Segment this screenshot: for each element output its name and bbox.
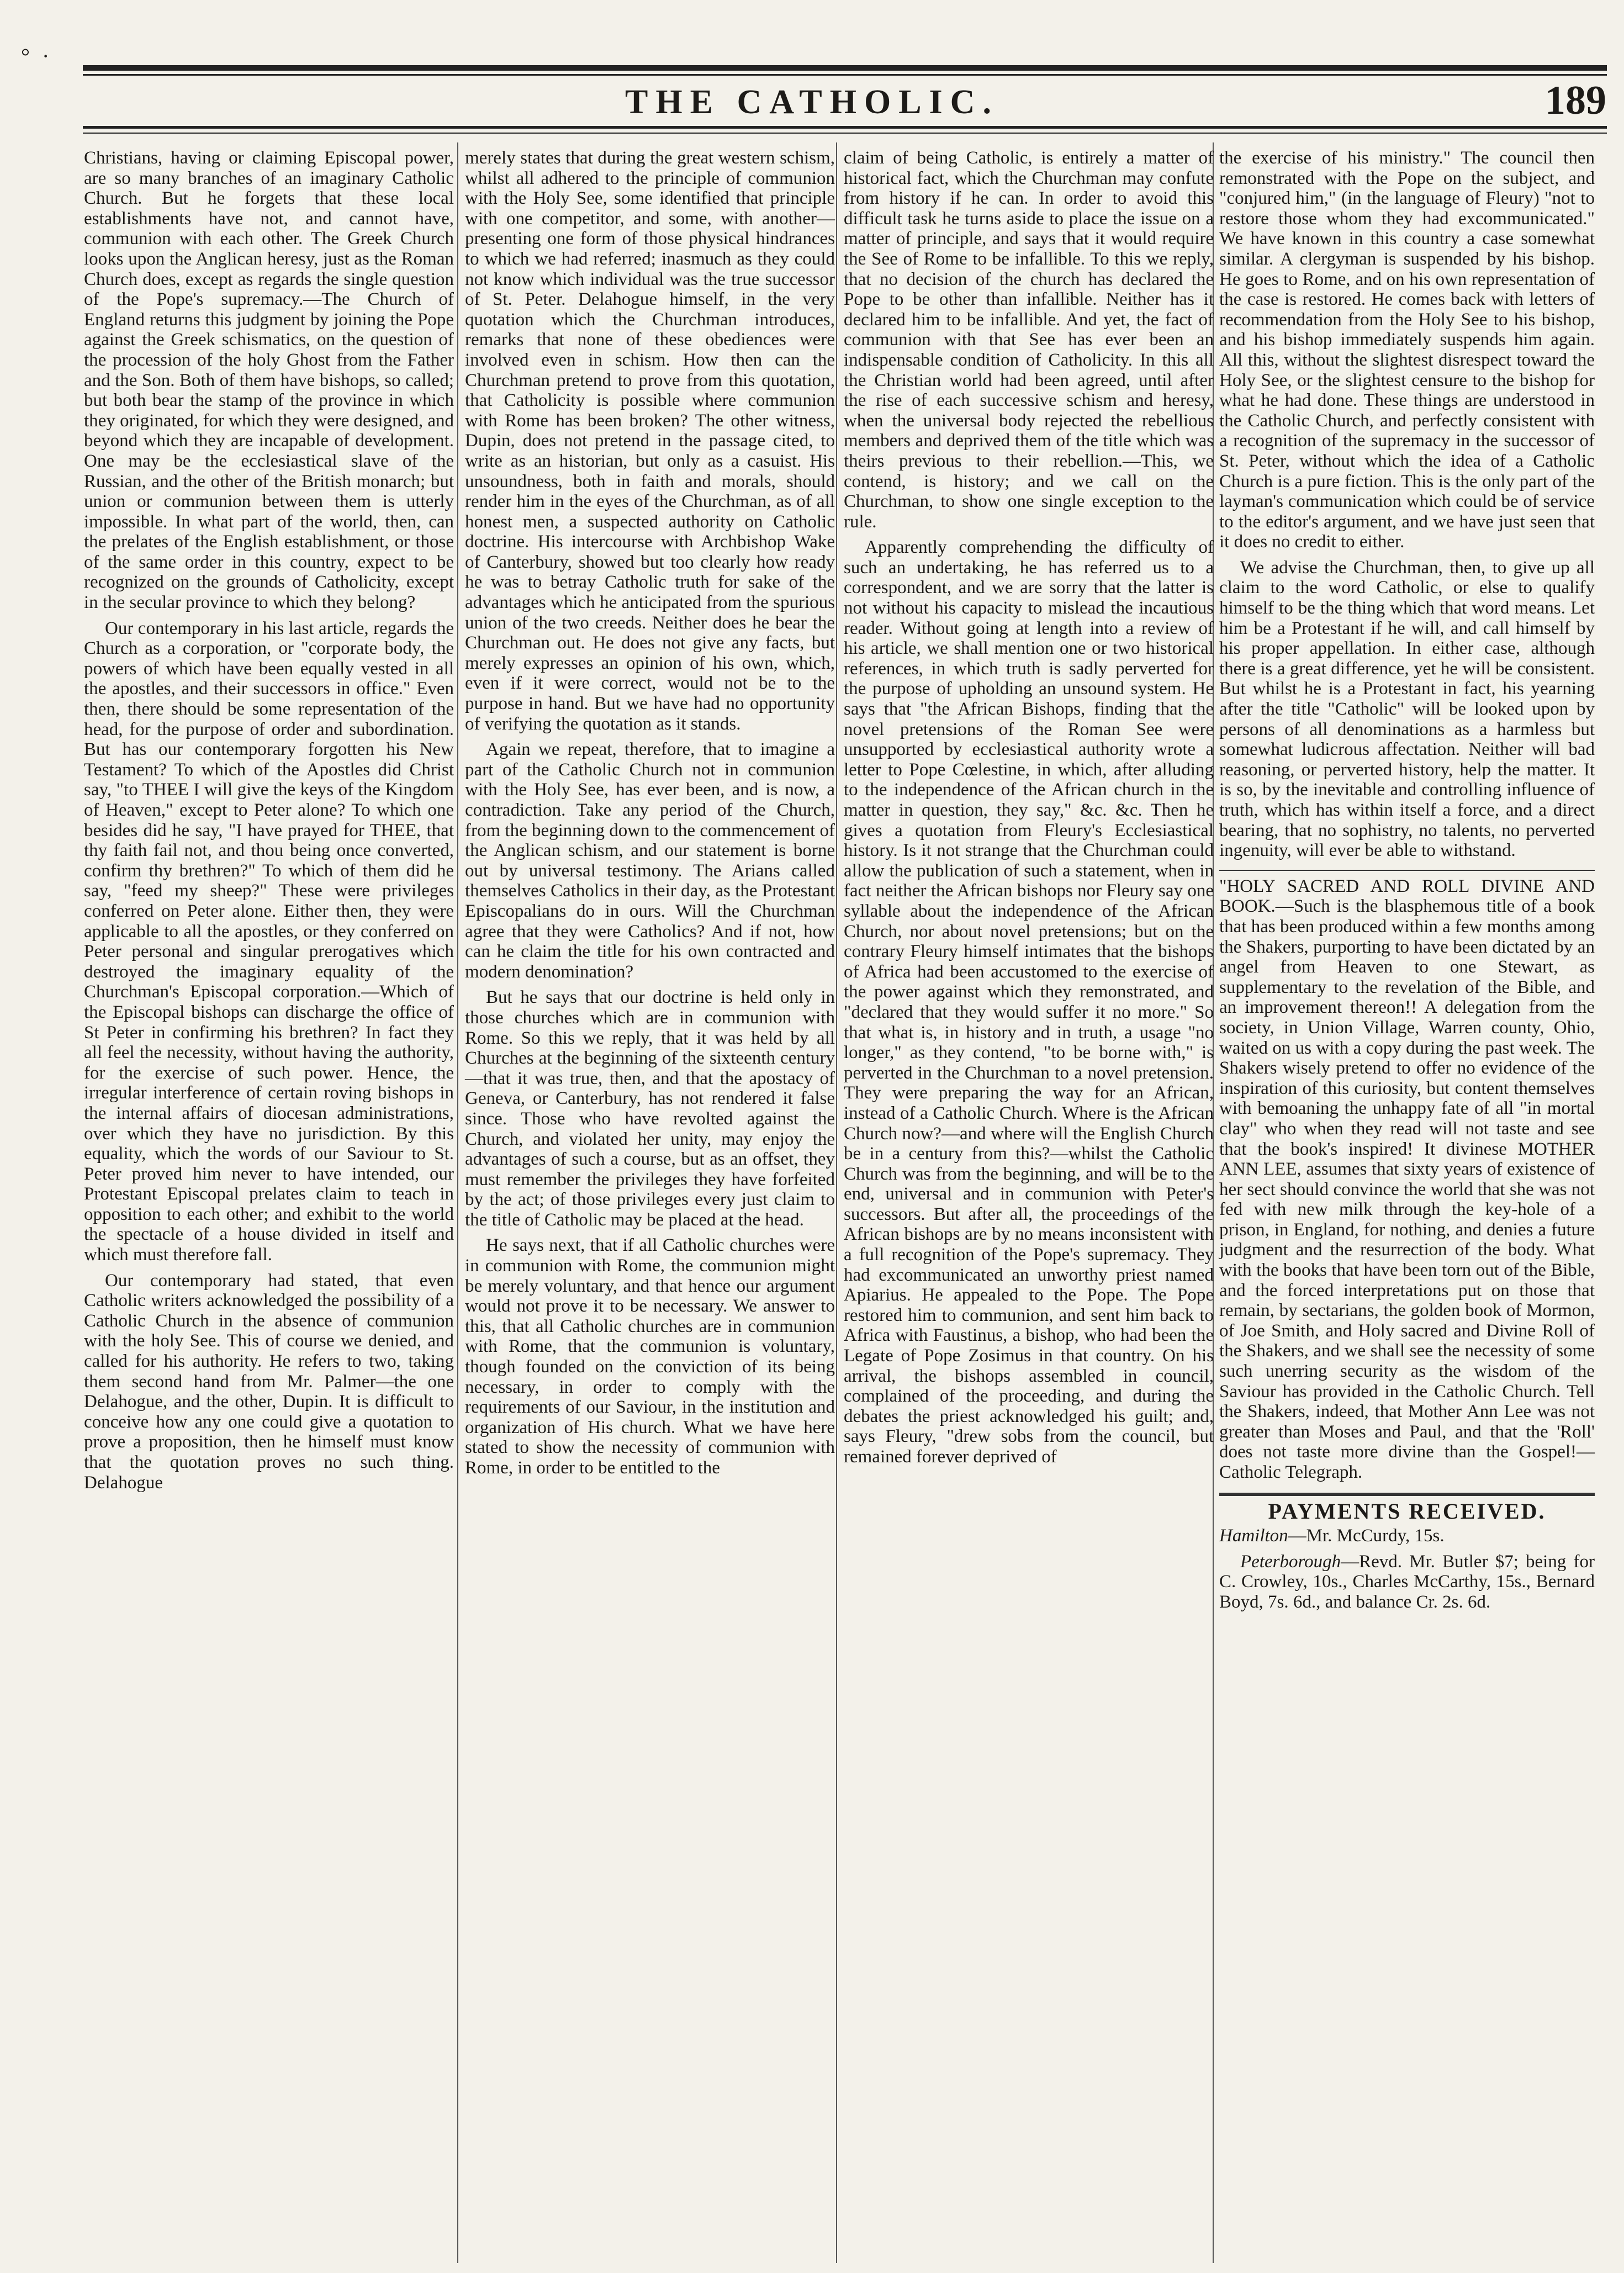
payment-text: —Revd. Mr. Butler $7; being for C. Crowley, 10s., Charles McCarthy, 15s., Bernard Boyd, 7s. 6d., and balance Cr. 2s. 6d. [1219, 1551, 1595, 1612]
paragraph: He says next, that if all Catholic churches were in communion with Rome, the communion might be merely voluntary, and that hence our argument would not prove it to be necessary. We answer to this, that all Catholic churches are in communion with Rome, that the communion is voluntary, though founded on the conviction of its being necessary, in order to comply with the requirements of our Saviour, in the institution and organization of His church. What we have here stated to show the necessity of communion with Rome, in order to be entitled to the [465, 1235, 835, 1478]
column-2 [465, 148, 835, 1478]
paragraph: Our contemporary had stated, that even Catholic writers acknowledged the possibility of a Catholic Church in the absence of communion with the holy See. This of course we denied, and called for his authority. He refers to two, taking them second hand from Mr. Palmer—the one Delahogue, and the other, Dupin. It is difficult to conceive how any one could give a quotation to prove a proposition, then he himself must know that the quotation proves no such thing. Delahogue [84, 1270, 454, 1493]
paragraph: Apparently comprehending the difficulty of such an undertaking, he has referred us to a correspondent, and we are sorry that the latter is not without his capacity to mislead the incautious reader. Without going at length into a review of his article, we shall mention one or two historical references, in which truth is sadly perverted for the purpose of upholding an unsound system. He says that "the African Bishops, finding that the novel pretensions of the Roman See were unsupported by ecclesiastical authority wrote a letter to Pope Cœlestine, in which, after alluding to the independence of the African church in the matter in question, they say," &c. &c. Then he gives a quotation from Fleury's Ecclesiastical history. Is it not strange that the Churchman could allow the publication of such a statement, when in fact neither the African bishops nor Fleury say one syllable about the independence of the African Church, nor about novel pretensions; but on the contrary Fleury himself intimates that the bishops of Africa had been accustomed to the exercise of the power against which they remonstrated, and "declared that they would suffer it no more." So that what is, in history and in truth, a usage "no longer," as they contend, "to be borne with," is perverted in the Churchman to a novel pretension. They were preparing the way for an African, instead of a Catholic Church. Where is the African Church now?—and where will the English Church be in a century from this?—whilst the Catholic Church was from the beginning, and will be to the end, universal and in communion with Peter's successors. But after all, the proceedings of the African bishops are by no means inconsistent with a full recognition of the Pope's supremacy. They had excommunicated an unworthy priest named Apiarius. He appealed to the Pope. The Pope restored him to communion, and sent him back to Africa with Faustinus, a bishop, who had been the Legate of Pope Zosimus in that country. On his arrival, the bishops assembled in council, complained of the proceeding, and during the debates the priest acknowledged his guilt; and, says Fleury, "drew sobs from the council, but remained forever deprived of [844, 537, 1214, 1467]
payment-place: Peterborough [1240, 1551, 1341, 1572]
paragraph: Christians, having or claiming Episcopal power, are so many branches of an imaginary Catholic Church. But he forgets that these local establishments have not, and cannot have, communion with each other. The Greek Church looks upon the Anglican heresy, just as the Roman Church does, except as regards the single question of the Pope's supremacy.—The Church of England returns this judgment by joining the Pope against the Greek schismatics, on the question of the procession of the holy Ghost from the Father and the Son. Both of them have bishops, so called; but both bear the stamp of the province in which they originated, for which they were designed, and beyond which they are incapable of development. One may be the ecclesiastical slave of the Russian, and the other of the British monarch; but union or communion between them is utterly impossible. In what part of the world, then, can the prelates of the English establishment, or those of the same order in this country, expect to be recognized on the grounds of Catholicity, except in the secular province to which they belong? [84, 148, 454, 613]
paragraph: merely states that during the great western schism, whilst all adhered to the principle of communion with the Holy See, some identified that principle with one competitor, and some, with another—presenting one form of those physical hindrances to which we had referred; inasmuch as they could not know which individual was the true successor of St. Peter. Delahogue himself, in the very quotation which the Churchman introduces, remarks that none of these obediences were involved even in schism. How then can the Churchman pretend to prove from this quotation, that Catholicity is possible where communion with Rome has been broken? The other witness, Dupin, does not pretend in the passage cited, to write as an historian, but only as a casuist. His unsoundness, both in faith and morals, should render him in the eyes of the Churchman, as of all honest men, a suspected authority on Catholic doctrine. His intercourse with Archbishop Wake of Canterbury, showed but too clearly how ready he was to betray Catholic truth for sake of the advantages which he anticipated from the spurious union of the two creeds. Neither does he bear the Churchman out. He does not give any facts, but merely expresses an opinion of his own, which, even if it were correct, would not be to the purpose in hand. But we have had no opportunity of verifying the quotation as it stands. [465, 148, 835, 734]
column-3 [844, 148, 1214, 1467]
column-divider [836, 142, 837, 2263]
header-rule-thin [83, 133, 1607, 134]
paragraph: But he says that our doctrine is held only in those churches which are in communion with Rome. So this we reply, that it was held by all Churches at the beginning of the sixteenth century—that it was true, then, and that the apostacy of Geneva, or Canterbury, has not rendered it false since. Those who have revolted against the Church, and violated her unity, may enjoy the advantages of such a course, but as an offset, they must remember the privileges they have forfeited by the act; of those privileges every just claim to the title of Catholic may be placed at the head. [465, 987, 835, 1230]
top-rule-thin [83, 74, 1607, 76]
top-rule [83, 65, 1607, 71]
page-number: 189 [1545, 78, 1606, 123]
paragraph: Our contemporary in his last article, regards the Church as a corporation, or "corporate body, the powers of which have been equally vested in all the apostles, and their successors in office." Even then, there should be some representation of the head, for the purpose of order and subordination. But has our contemporary forgotten his New Testament? To which of the Apostles did Christ say, "to THEE I will give the keys of the Kingdom of Heaven," except to Peter alone? To which one besides did he say, "I have prayed for THEE, that thy faith fail not, and thou being once converted, confirm thy brethren?" To which of them did he say, "feed my sheep?" These were privileges conferred on Peter alone. Either then, they were applicable to all the apostles, or they conferred on Peter personal and singular prerogatives which destroyed the imaginary equality of the Churchman's Episcopal corporation.—Which of the Episcopal bishops can discharge the office of St Peter in confirming his brethren? In fact they all feel the necessity, without having the authority, for the exercise of such power. Hence, the irregular interference of certain roving bishops in the internal affairs of diocesan administrations, over which they have no jurisdiction. By this equality, which the words of our Saviour to St. Peter proved him never to have intended, our Protestant Episcopal prelates claim to teach in opposition to each other; and exhibit to the world the spectacle of a house divided in itself and which must therefore fall. [84, 618, 454, 1265]
corner-mark: ° · [21, 44, 53, 68]
payment-line [1219, 1526, 1595, 1546]
paragraph: the exercise of his ministry." The council then remonstrated with the Pope on the subject, and "conjured him," (in the language of Fleury) "not to restore those whom they had excommunicated." We have known in this country a case somewhat similar. A clergyman is suspended by his bishop. He goes to Rome, and on his own representation of the case is restored. He comes back with letters of recommendation from the Holy See to his bishop, and his bishop immediately suspends him again. All this, without the slightest disrespect toward the Holy See, or the slightest censure to the bishop for what he had done. These things are understood in the Catholic Church, and perfectly consistent with a recognition of the supremacy in the successor of St. Peter, without which the idea of a Catholic Church is a pure fiction. This is the only part of the layman's communication which could be of service to the editor's argument, and we have just seen that it does no credit to either. [1219, 148, 1595, 552]
column-1 [84, 148, 454, 1493]
paragraph: Again we repeat, therefore, that to imagine a part of the Catholic Church not in communion with the Holy See, has ever been, and is now, a contradiction. Take any period of the Church, from the beginning down to the commencement of the Anglican schism, and our statement is borne out by universal testimony. The Arians called themselves Catholics in their day, as the Protestant Episcopalians do in ours. Will the Churchman agree that they were Catholics? And if not, how can he claim the title for his own contracted and modern denomination? [465, 739, 835, 982]
page-title: THE CATHOLIC. [625, 83, 999, 121]
shakers-article: "HOLY SACRED AND ROLL DIVINE AND BOOK.—Such is the blasphemous title of a book that has been produced within a few months among the Shakers, purporting to have been dictated by an angel from Heaven to one Stewart, as supplementary to the revelation of the Bible, and an improvement thereon!! A delegation from the society, in Union Village, Warren county, Ohio, waited on us with a copy during the past week. The Shakers wisely pretend to offer no evidence of the inspiration of this curiosity, but content themselves with bemoaning the unhappy fate of all "in mortal clay" who when they read will not taste and see that the book's inspired! It divinese MOTHER ANN LEE, assumes that sixty years of existence of her sect should convince the world that she was not fed with new milk through the key-hole of a prison, in England, for nothing, and denies a future judgment and the resurrection of the body. What with the books that have been torn out of the Bible, and the forced interpretations put on those that remain, by sectarians, the golden book of Mormon, of Joe Smith, and Holy sacred and Divine Roll of the Shakers, and we shall see the necessity of some such unerring security as the wisdom of the Saviour has provided in the Catholic Church. Tell the Shakers, indeed, that Mother Ann Lee was not greater than Moses and Paul, and that the 'Roll' does not taste more divine than the Gospel!—Catholic Telegraph. [1219, 876, 1595, 1482]
header-rule [83, 126, 1607, 129]
payment-text: —Mr. McCurdy, 15s. [1288, 1526, 1445, 1546]
payment-line [1219, 1552, 1595, 1613]
section-divider [1219, 1493, 1595, 1496]
paragraph: claim of being Catholic, is entirely a matter of historical fact, which the Churchman may confute from history if he can. In order to avoid this difficult task he turns aside to place the issue on a matter of principle, and says that it would require the See of Rome to be infallible. To this we reply, that no decision of the church has declared the Pope to be other than infallible. Neither has it declared him to be infallible. And yet, the fact of communion with that See has ever been an indispensable condition of Catholicity. In this all the Christian world had been agreed, until after the rise of each successive schism and heresy, when the universal body rejected the rebellious members and deprived them of the title which was theirs previous to their rebellion.—This, we contend, is history; and we call on the Churchman, to show one single exception to the rule. [844, 148, 1214, 532]
column-4 [1219, 148, 1595, 1613]
paragraph: We advise the Churchman, then, to give up all claim to the word Catholic, or else to qualify himself to be the thing which that word means. Let him be a Protestant if he will, and call himself by his proper appellation. In either case, although there is a great difference, yet he will be consistent. But whilst he is a Protestant in fact, his yearning after the title "Catholic" will be looked upon by persons of all denominations as a harmless but somewhat ludicrous affectation. Neither will bad reasoning, or perverted history, help the matter. It is so, by the inevitable and controlling influence of truth, which has within itself a force, and a direct bearing, that no sophistry, no talents, no perverted ingenuity, will ever be able to withstand. [1219, 557, 1595, 861]
payment-place: Hamilton [1219, 1526, 1288, 1546]
column-divider [457, 142, 458, 2263]
payments-heading: PAYMENTS RECEIVED. [1268, 1498, 1546, 1524]
section-divider [1219, 870, 1595, 871]
